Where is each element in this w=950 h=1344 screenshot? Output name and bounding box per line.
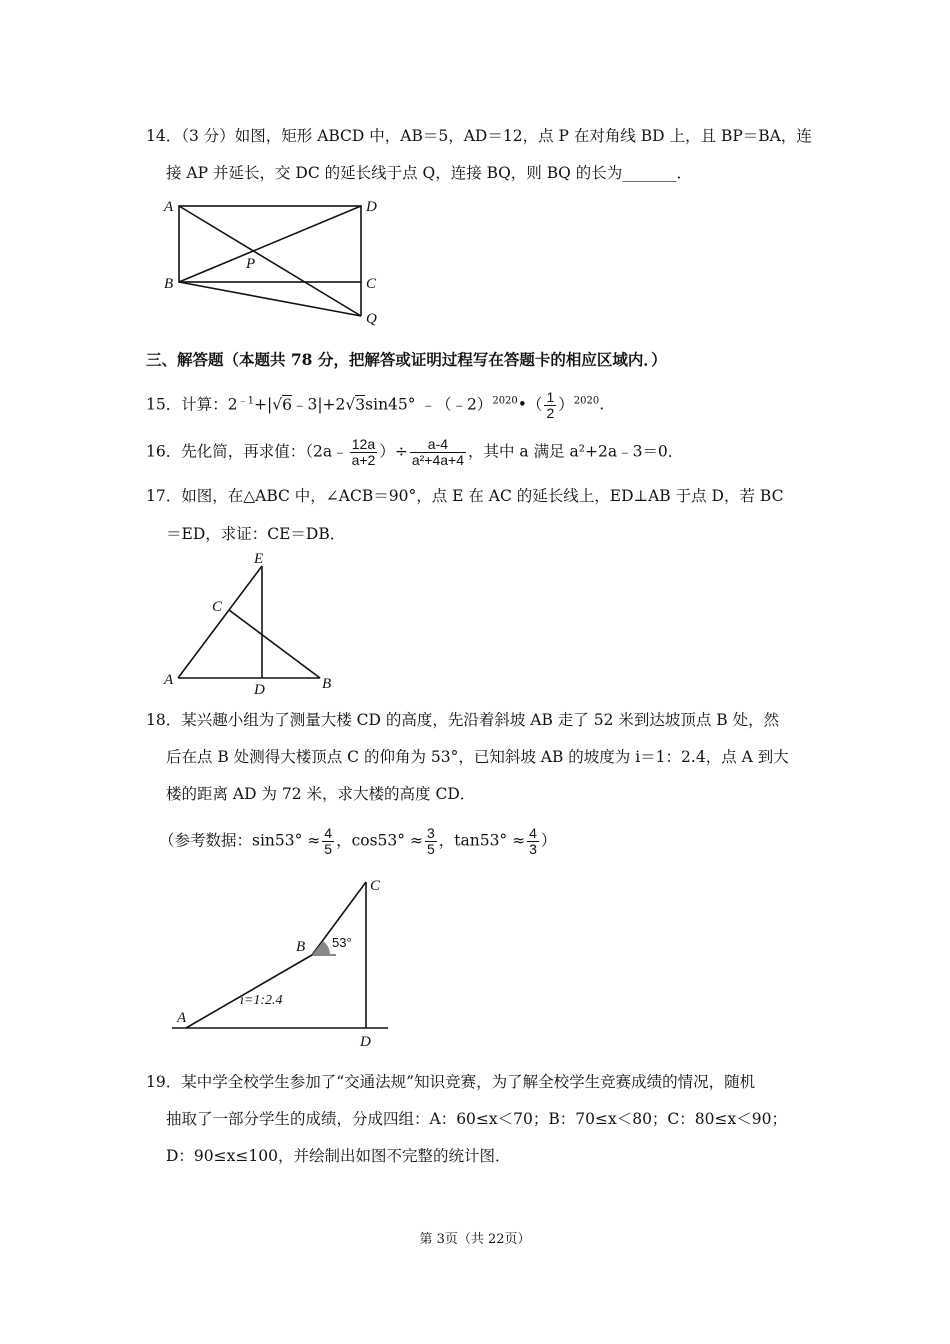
label-q: Q — [366, 311, 377, 327]
q16-fraction2: $\frac{a-4}{\text{a²+4a+4}}$ — [411, 436, 464, 468]
q18-line3: 楼的距离 AD 为 72 米，求大楼的高度 CD． — [166, 785, 476, 803]
label-p: P — [246, 256, 256, 272]
q16-fraction1: $\frac{12a}{a+2}$ — [351, 436, 376, 468]
slope-ab — [186, 955, 312, 1028]
label-b: B — [164, 276, 174, 292]
q17-line1: 17．如图，在△ABC 中，∠ACB＝90°，点 E 在 AC 的延长线上，ED⊥AB 于点 D，若 BC — [146, 487, 784, 505]
q19-line2: 抽取了一部分学生的成绩，分成四组：A：60≤x＜70；B：70≤x＜80；C：80≤x＜90； — [166, 1110, 787, 1128]
label-b: B — [296, 939, 306, 955]
label-c: C — [370, 878, 381, 894]
section3-title: 三、解答题（本题共 78 分，把解答或证明过程写在答题卡的相应区域内．） — [146, 350, 667, 369]
q16-expression: 16．先化简，再求值：（2a﹣ $\frac{12a}{a+2}$ ）÷ $\frac{a-4}{\text{a²+4a+4}}$ ，其中 a 满足 a²+2a﹣3＝0． — [146, 436, 684, 468]
slope-label: i=1:2.4 — [240, 993, 283, 1008]
label-a: A — [177, 1010, 187, 1026]
q18-reference-data: （参考数据：sin53° ≈ $\frac{4}{5}$ ，cos53° ≈ $\frac{3}{5}$ ，tan53° ≈ $\frac{4}{3}$ ） — [159, 825, 557, 857]
q14-line1: 14．（3 分）如图，矩形 ABCD 中，AB＝5，AD＝12，点 P 在对角线 BD 上，且 BP＝BA，连 — [146, 127, 812, 145]
label-b: B — [322, 676, 332, 692]
q18-line2: 后在点 B 处测得大楼顶点 C 的仰角为 53°，已知斜坡 AB 的坡度为 i＝1：2.4，点 A 到大 — [166, 748, 789, 766]
label-d: D — [360, 1034, 371, 1050]
q14-line2: 接 AP 并延长，交 DC 的延长线于点 Q，连接 BQ，则 BQ 的长为_______． — [166, 164, 692, 182]
q19-line1: 19．某中学全校学生参加了“交通法规”知识竞赛，为了解全校学生竞赛成绩的情况，随机 — [146, 1073, 756, 1091]
label-c: C — [366, 276, 377, 292]
label-a: A — [164, 199, 174, 215]
label-e: E — [254, 551, 264, 567]
q15-fraction: $\frac{1}{2}$ — [546, 389, 555, 421]
page-footer: 第 3页（共 22页） — [419, 1232, 531, 1247]
label-a: A — [164, 672, 174, 688]
label-d: D — [366, 199, 377, 215]
q19-line3: D：90≤x≤100，并绘制出如图不完整的统计图． — [166, 1147, 511, 1165]
label-c: C — [212, 599, 223, 615]
q18-line1: 18．某兴趣小组为了测量大楼 CD 的高度，先沿着斜坡 AB 走了 52 米到达坡顶点 B 处，然 — [146, 711, 780, 729]
q15-expression: 15．计算：$2^{﹣1}+|√6﹣3|+2√3\sin 45^\circ$ ﹣（﹣2）$^{2020}$•（ $\frac{1}{2}$ ）$^{2020}$. — [146, 389, 605, 421]
q17-line2: ＝ED，求证：CE＝DB． — [166, 525, 346, 543]
label-d: D — [254, 682, 265, 698]
angle-label: 53° — [332, 935, 352, 950]
